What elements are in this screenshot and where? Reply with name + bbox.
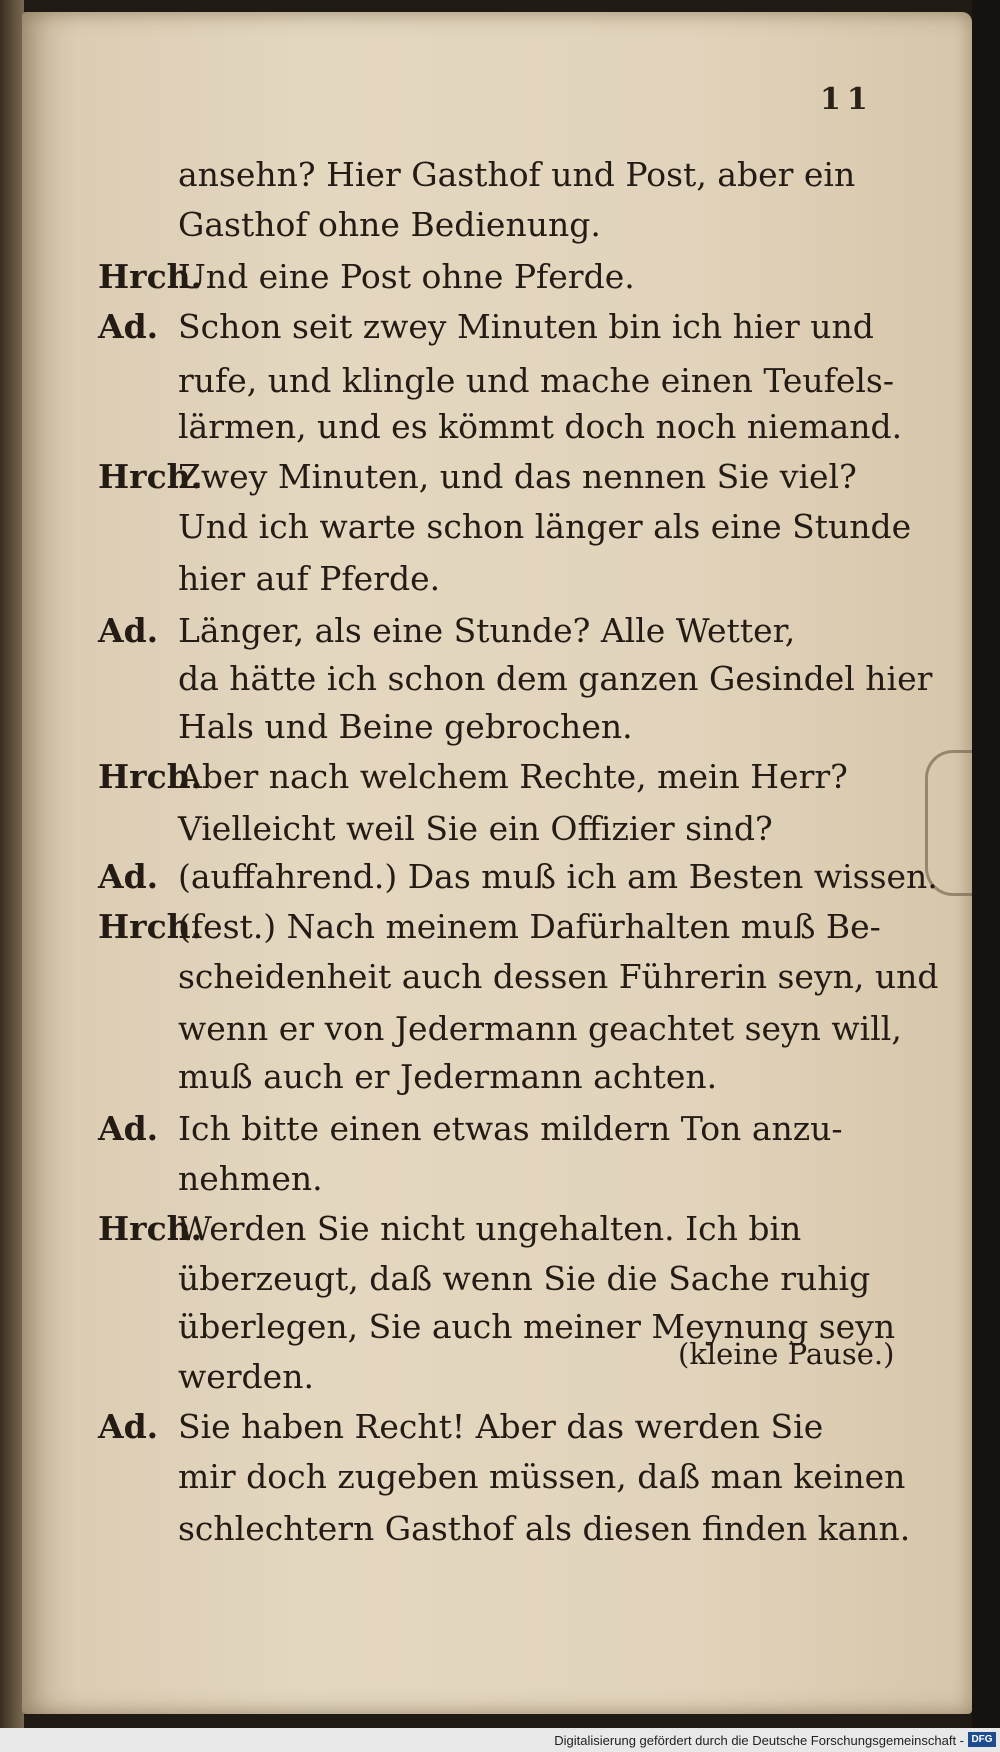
text-line — [178, 559, 441, 598]
text-line — [98, 907, 881, 946]
line-text: rufe, und klingle und mache einen Teufels- — [178, 361, 894, 400]
line-text: Schon seit zwey Minuten bin ich hier und — [178, 307, 874, 346]
line-text: hier auf Pferde. — [178, 559, 441, 598]
dfg-logo: DFG — [968, 1732, 996, 1747]
speaker-name: Ad. — [98, 857, 159, 896]
text-line — [178, 1009, 902, 1048]
speaker-name: Hrch. — [98, 757, 203, 796]
footer — [0, 1728, 1000, 1752]
speaker-name: Ad. — [98, 611, 159, 650]
line-text: schlechtern Gasthof als diesen finden kann. — [178, 1509, 911, 1548]
line-text: muß auch er Jedermann achten. — [178, 1057, 718, 1096]
text-line — [178, 205, 601, 244]
text-line — [178, 1159, 323, 1198]
speaker-name: Hrch. — [98, 257, 203, 296]
text-line — [98, 457, 857, 496]
text-line — [98, 1407, 824, 1446]
line-text: Gasthof ohne Bedienung. — [178, 205, 601, 244]
text-line — [98, 757, 848, 796]
line-text: wenn er von Jedermann geachtet seyn will, — [178, 1009, 902, 1048]
line-text: (fest.) Nach meinem Dafürhalten muß Be- — [178, 907, 881, 946]
stage-direction: (kleine Pause.) — [678, 1337, 895, 1371]
line-text: Zwey Minuten, und das nennen Sie viel? — [178, 457, 857, 496]
line-text: Aber nach welchem Rechte, mein Herr? — [178, 757, 848, 796]
speaker-name: Hrch. — [98, 1209, 203, 1248]
text-line — [178, 707, 633, 746]
line-text: nehmen. — [178, 1159, 323, 1198]
text-line — [98, 1109, 843, 1148]
line-text: scheidenheit auch dessen Führerin seyn, und — [178, 957, 939, 996]
speaker-name: Ad. — [98, 1109, 159, 1148]
speaker-name: Hrch. — [98, 457, 203, 496]
text-line — [178, 407, 903, 446]
line-text: Länger, als eine Stunde? Alle Wetter, — [178, 611, 796, 650]
line-text: überlegen, Sie auch meiner Meynung seyn — [178, 1307, 896, 1346]
speaker-name: Ad. — [98, 307, 159, 346]
text-line — [178, 1057, 718, 1096]
text-line — [178, 1259, 871, 1298]
speaker-name: Hrch. — [98, 907, 203, 946]
line-text: Hals und Beine gebrochen. — [178, 707, 633, 746]
text-line — [178, 809, 773, 848]
line-text: mir doch zugeben müssen, daß man keinen — [178, 1457, 906, 1496]
line-text: (auffahrend.) Das muß ich am Besten wissen. — [178, 857, 938, 896]
speaker-name: Ad. — [98, 1407, 159, 1446]
line-text: Sie haben Recht! Aber das werden Sie — [178, 1407, 824, 1446]
text-line — [178, 1357, 314, 1396]
line-text: werden. — [178, 1357, 314, 1396]
text-line — [98, 1209, 802, 1248]
text-line — [178, 1509, 911, 1548]
text-line — [178, 1457, 906, 1496]
line-text: ansehn? Hier Gasthof und Post, aber ein — [178, 155, 856, 194]
text-line — [98, 857, 938, 896]
text-line — [178, 361, 894, 400]
text-line — [98, 307, 874, 346]
text-line — [98, 611, 796, 650]
text-line — [178, 1307, 896, 1346]
line-text: da hätte ich schon dem ganzen Gesindel hier — [178, 659, 933, 698]
text-line — [178, 659, 933, 698]
line-text: Und ich warte schon länger als eine Stunde — [178, 507, 912, 546]
line-text: Und eine Post ohne Pferde. — [178, 257, 635, 296]
line-text: lärmen, und es kömmt doch noch niemand. — [178, 407, 903, 446]
line-text: überzeugt, daß wenn Sie die Sache ruhig — [178, 1259, 871, 1298]
text-line — [178, 957, 939, 996]
line-text: Vielleicht weil Sie ein Offizier sind? — [178, 809, 773, 848]
footer-credit: Digitalisierung gefördert durch die Deutsche Forschungsgemeinschaft - — [554, 1733, 964, 1748]
line-text: Werden Sie nicht ungehalten. Ich bin — [178, 1209, 802, 1248]
text-line — [98, 257, 635, 296]
page-number: 11 — [820, 82, 874, 117]
text-line — [178, 155, 856, 194]
text-line — [178, 507, 912, 546]
line-text: Ich bitte einen etwas mildern Ton anzu- — [178, 1109, 843, 1148]
